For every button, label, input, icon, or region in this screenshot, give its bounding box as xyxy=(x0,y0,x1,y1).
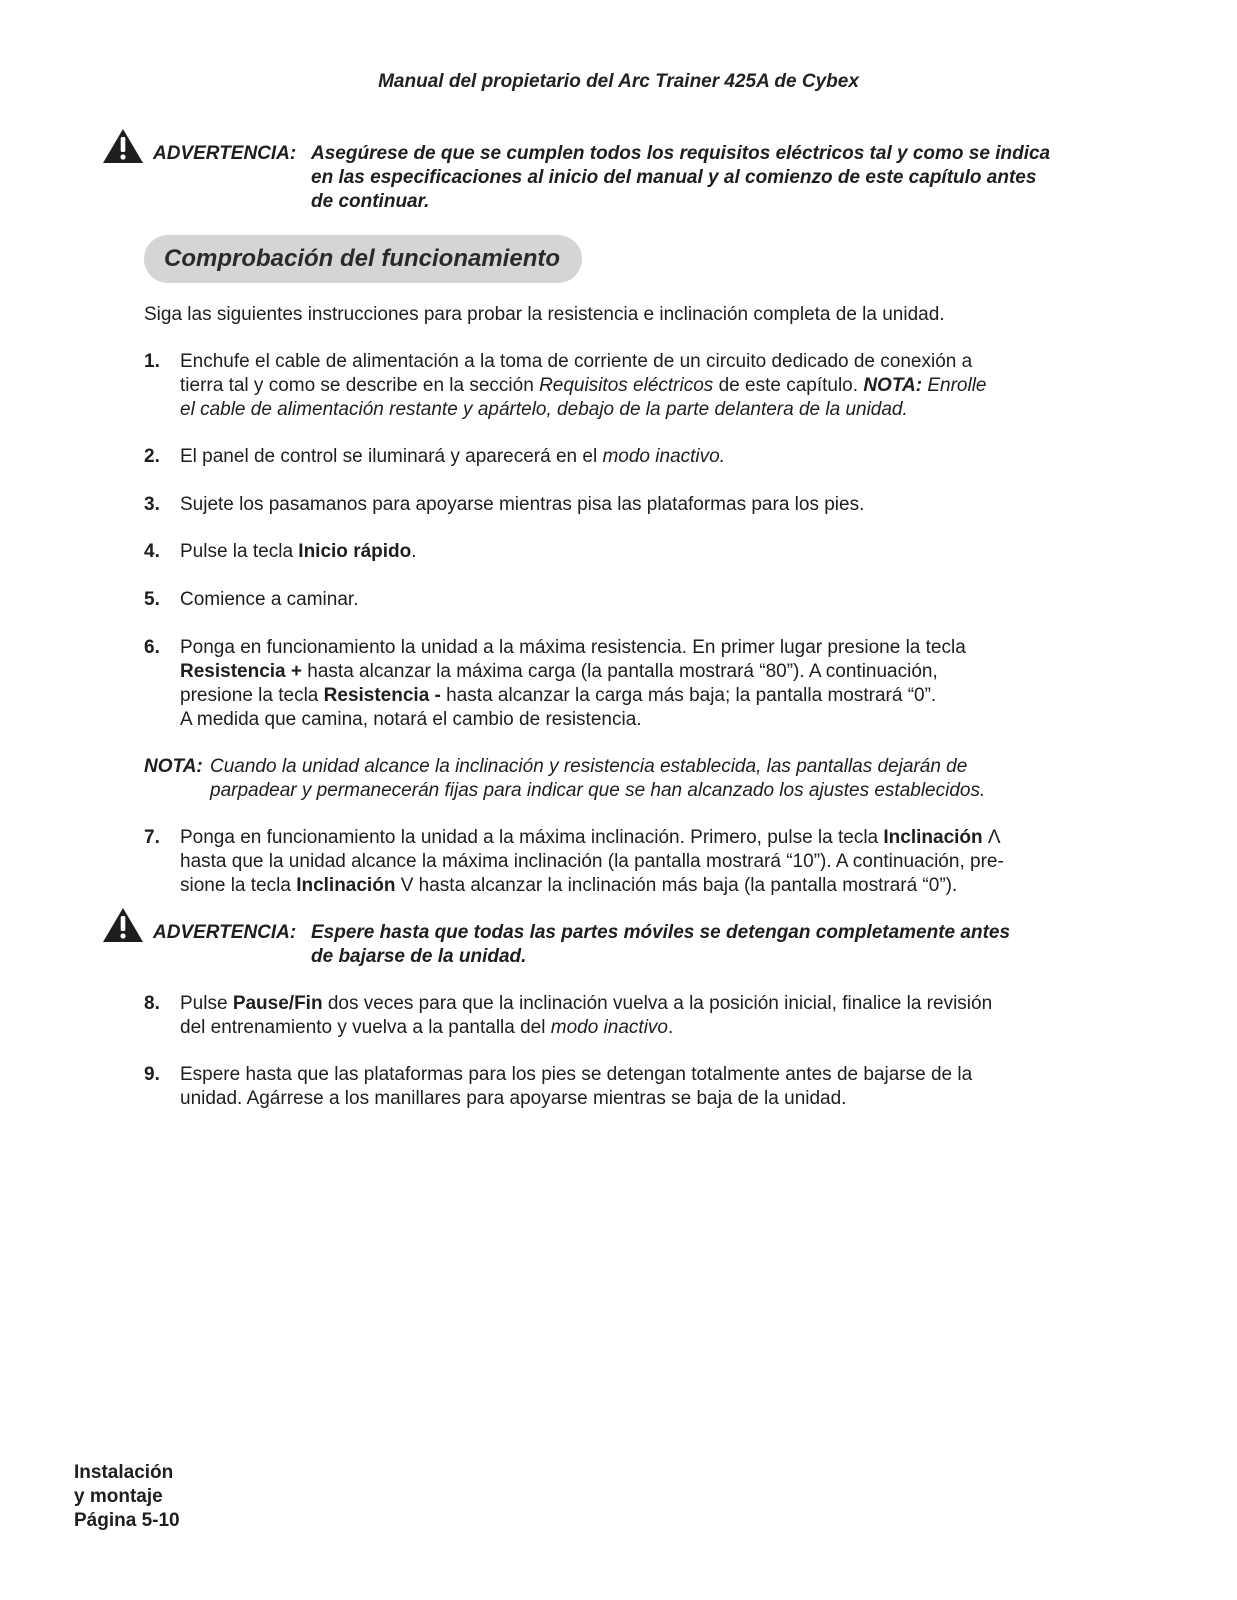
warning-label: ADVERTENCIA: xyxy=(153,143,297,164)
warning-line: de continuar. xyxy=(311,191,430,212)
step-text: El panel de control se iluminará y aparecerá en el modo inactivo. xyxy=(180,446,725,467)
warning-text xyxy=(311,921,1131,969)
step-line: unidad. Agárrese a los manillares para apoyarse mientras se baja de la unidad. xyxy=(180,1088,847,1109)
step-line: Enchufe el cable de alimentación a la toma de corriente de un circuito dedicado de conexión a xyxy=(180,351,973,372)
intro-paragraph: Siga las siguientes instrucciones para probar la resistencia e inclinación completa de la unidad. xyxy=(144,304,945,325)
warning-label: ADVERTENCIA: xyxy=(153,922,297,943)
step-number: 5. xyxy=(144,589,160,610)
warning-line: en las especificaciones al inicio del manual y al comienzo de este capítulo antes xyxy=(311,167,1037,188)
step-text xyxy=(180,1063,1070,1111)
step-text xyxy=(180,636,1070,732)
note-label: NOTA: xyxy=(144,756,203,777)
footer-chapter: Instalación xyxy=(74,1462,174,1483)
warning-line: Asegúrese de que se cumplen todos los requisitos eléctricos tal y como se indica xyxy=(311,143,1051,164)
step-text xyxy=(180,350,1070,422)
step-text xyxy=(180,992,1070,1040)
warning-line: de bajarse de la unidad. xyxy=(311,946,527,967)
step-line: Ponga en funcionamiento la unidad a la máxima resistencia. En primer lugar presione la tecla xyxy=(180,637,966,658)
step-number: 2. xyxy=(144,446,160,467)
note-line: Cuando la unidad alcance la inclinación y resistencia establecida, las pantallas dejarán de xyxy=(210,756,968,777)
warning-text xyxy=(311,142,1131,214)
step-line: Resistencia + hasta alcanzar la máxima carga (la pantalla mostrará “80”). A continuación, xyxy=(180,661,938,682)
warning-line: Espere hasta que todas las partes móviles se detengan completamente antes xyxy=(311,922,1011,943)
step-line: el cable de alimentación restante y apártelo, debajo de la parte delantera de la unidad. xyxy=(180,399,908,420)
step-line: del entrenamiento y vuelva a la pantalla del modo inactivo. xyxy=(180,1017,674,1038)
section-title: Comprobación del funcionamiento xyxy=(144,235,582,283)
step-number: 6. xyxy=(144,637,160,658)
step-number: 1. xyxy=(144,351,160,372)
footer-chapter: y montaje xyxy=(74,1486,163,1507)
step-number: 8. xyxy=(144,993,160,1014)
step-line: hasta que la unidad alcance la máxima inclinación (la pantalla mostrará “10”). A continuación, pre- xyxy=(180,851,1004,872)
warning-triangle-icon xyxy=(102,907,144,943)
step-line: presione la tecla Resistencia - hasta alcanzar la carga más baja; la pantalla mostrará “0”. xyxy=(180,685,937,706)
step-number: 4. xyxy=(144,541,160,562)
step-line: Pulse Pause/Fin dos veces para que la inclinación vuelva a la posición inicial, finalice la revisión xyxy=(180,993,993,1014)
step-text xyxy=(180,826,1070,898)
step-text: Comience a caminar. xyxy=(180,589,359,610)
step-text: Pulse la tecla Inicio rápido. xyxy=(180,541,417,562)
step-line: tierra tal y como se describe en la sección Requisitos eléctricos de este capítulo. NOTA: Enrolle xyxy=(180,375,987,396)
footer-page-number: Página 5-10 xyxy=(74,1510,180,1531)
step-line: Ponga en funcionamiento la unidad a la máxima inclinación. Primero, pulse la tecla Inclinación Λ xyxy=(180,827,1001,848)
step-line: Espere hasta que las plataformas para los pies se detengan totalmente antes de bajarse de la xyxy=(180,1064,973,1085)
step-line: A medida que camina, notará el cambio de resistencia. xyxy=(180,709,642,730)
step-line: sione la tecla Inclinación V hasta alcanzar la inclinación más baja (la pantalla mostrará “0”). xyxy=(180,875,958,896)
step-text: Sujete los pasamanos para apoyarse mientras pisa las plataformas para los pies. xyxy=(180,494,865,515)
step-number: 7. xyxy=(144,827,160,848)
warning-triangle-icon xyxy=(102,128,144,164)
step-number: 3. xyxy=(144,494,160,515)
page-header-title: Manual del propietario del Arc Trainer 425A de Cybex xyxy=(378,71,859,92)
note-text xyxy=(210,755,1060,803)
page-footer xyxy=(74,1461,180,1533)
note-line: parpadear y permanecerán fijas para indicar que se han alcanzado los ajustes establecidos. xyxy=(210,780,986,801)
step-number: 9. xyxy=(144,1064,160,1085)
